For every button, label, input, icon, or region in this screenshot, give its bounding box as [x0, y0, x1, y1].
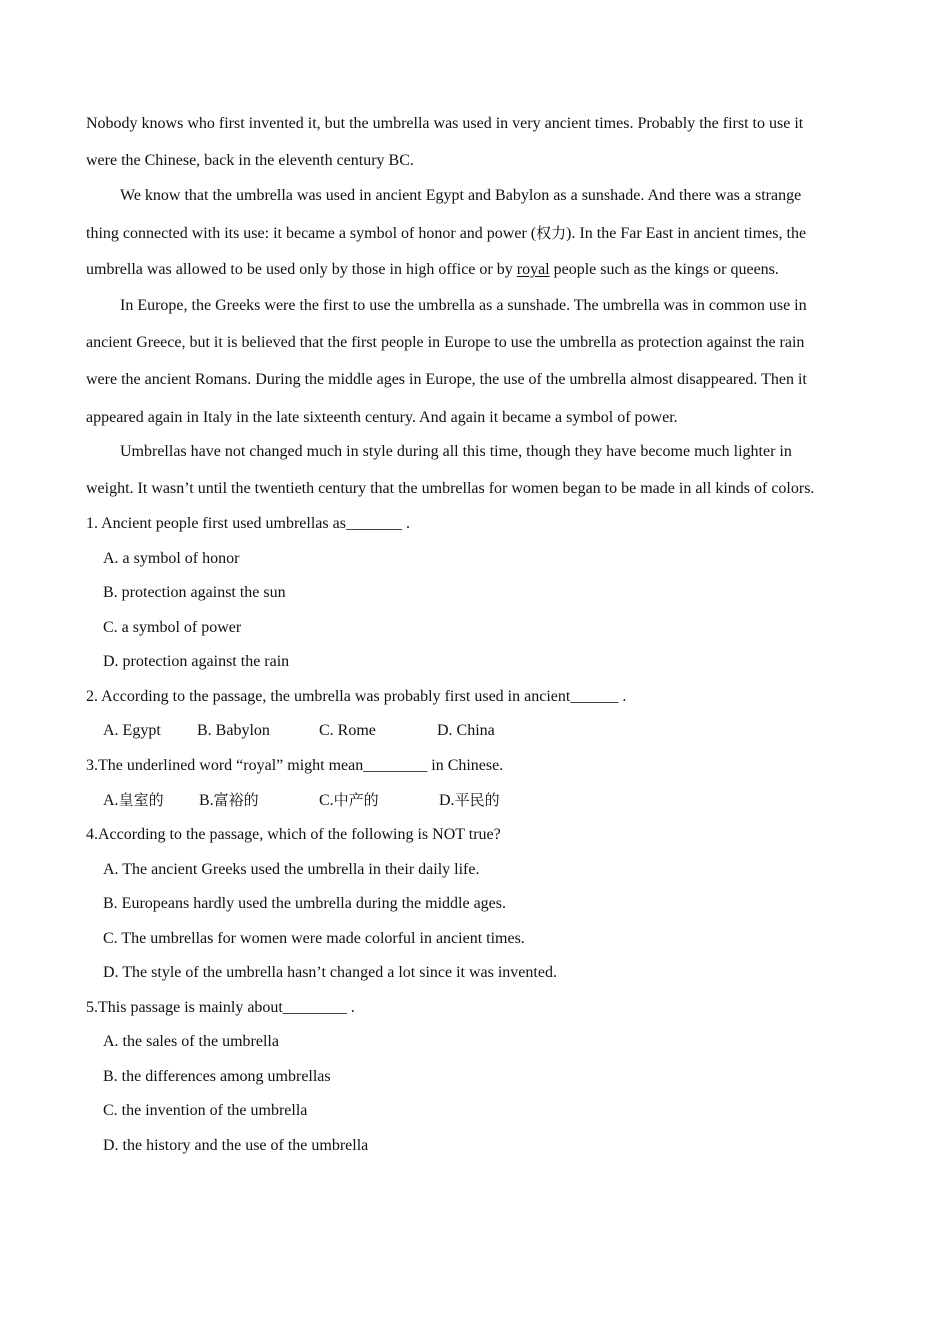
power-chinese-gloss: 权力 — [536, 224, 567, 242]
question-3-option-c-text: 中产的 — [333, 791, 379, 809]
passage-p2-line1: We know that the umbrella was used in ancient Egypt and Babylon as a sunshade. And there was a strange — [120, 187, 802, 204]
passage-p2-line2-a: thing connected with its use: it became a symbol of honor and power ( — [86, 225, 537, 242]
question-4-option-b: B. Europeans hardly used the umbrella during the middle ages. — [103, 895, 507, 912]
question-1-option-d: D. protection against the rain — [103, 653, 290, 670]
question-3-options — [103, 790, 500, 811]
question-3-stem: 3.The underlined word “royal” might mean________ in Chinese. — [86, 757, 504, 774]
question-3-option-c-letter: C. — [319, 792, 334, 809]
question-2-option-d: D. China — [437, 722, 495, 739]
passage-p3-line2: ancient Greece, but it is believed that the first people in Europe to use the umbrella as protection against the rain — [86, 334, 805, 351]
question-4-stem: 4.According to the passage, which of the following is NOT true? — [86, 826, 501, 843]
question-1-stem: 1. Ancient people first used umbrellas as_______ . — [86, 515, 410, 532]
question-4-option-a: A. The ancient Greeks used the umbrella in their daily life. — [103, 861, 480, 878]
passage-p2-line3 — [86, 260, 779, 280]
question-4-option-d: D. The style of the umbrella hasn’t changed a lot since it was invented. — [103, 964, 557, 981]
passage-p2-line3-a: umbrella was allowed to be used only by those in high office or by — [86, 261, 517, 278]
underlined-word-royal: royal — [516, 261, 550, 278]
question-5-option-c: C. the invention of the umbrella — [103, 1102, 308, 1119]
passage-p3-line1: In Europe, the Greeks were the first to use the umbrella as a sunshade. The umbrella was in common use in — [120, 297, 807, 314]
question-3-option-a — [103, 790, 199, 811]
passage-p4-line2: weight. It wasn’t until the twentieth century that the umbrellas for women began to be made in all kinds of colors. — [86, 480, 815, 497]
question-4-option-c: C. The umbrellas for women were made colorful in ancient times. — [103, 930, 525, 947]
question-1-option-a: A. a symbol of honor — [103, 550, 240, 567]
question-1-option-b: B. protection against the sun — [103, 584, 286, 601]
question-5-stem: 5.This passage is mainly about________ . — [86, 999, 355, 1016]
question-3-option-a-letter: A. — [103, 792, 119, 809]
question-5-option-b: B. the differences among umbrellas — [103, 1068, 331, 1085]
question-3-option-d-letter: D. — [439, 792, 455, 809]
question-5-option-d: D. the history and the use of the umbrella — [103, 1137, 369, 1154]
question-2-option-b: B. Babylon — [197, 722, 270, 739]
question-3-option-b-text: 富裕的 — [213, 791, 259, 809]
passage-p3-line3: were the ancient Romans. During the middle ages in Europe, the use of the umbrella almost disappeared. Then it — [86, 371, 807, 388]
question-2-option-a: A. Egypt — [103, 722, 161, 739]
question-3-option-b — [199, 790, 319, 811]
question-2-stem: 2. According to the passage, the umbrella was probably first used in ancient______ . — [86, 688, 627, 705]
passage-p3-line4: appeared again in Italy in the late sixteenth century. And again it became a symbol of power. — [86, 409, 678, 426]
question-2-option-c: C. Rome — [319, 722, 376, 739]
passage-p2-line2 — [86, 223, 806, 244]
passage-p1-line1: Nobody knows who first invented it, but the umbrella was used in very ancient times. Probably the first to use it — [86, 115, 804, 132]
question-2-options — [103, 721, 495, 741]
passage-p4-line1: Umbrellas have not changed much in style during all this time, though they have become much lighter in — [120, 443, 792, 460]
question-3-option-a-text: 皇室的 — [118, 791, 164, 809]
passage-p1-line2: were the Chinese, back in the eleventh century BC. — [86, 152, 414, 169]
question-3-option-d — [439, 790, 500, 811]
question-3-option-c — [319, 790, 439, 811]
question-3-option-d-text: 平民的 — [454, 791, 500, 809]
question-1-option-c: C. a symbol of power — [103, 619, 242, 636]
question-3-option-b-letter: B. — [199, 792, 214, 809]
question-5-option-a: A. the sales of the umbrella — [103, 1033, 279, 1050]
passage-p2-line2-b: ). In the Far East in ancient times, the — [566, 225, 807, 242]
passage-p2-line3-b: people such as the kings or queens. — [549, 261, 779, 278]
